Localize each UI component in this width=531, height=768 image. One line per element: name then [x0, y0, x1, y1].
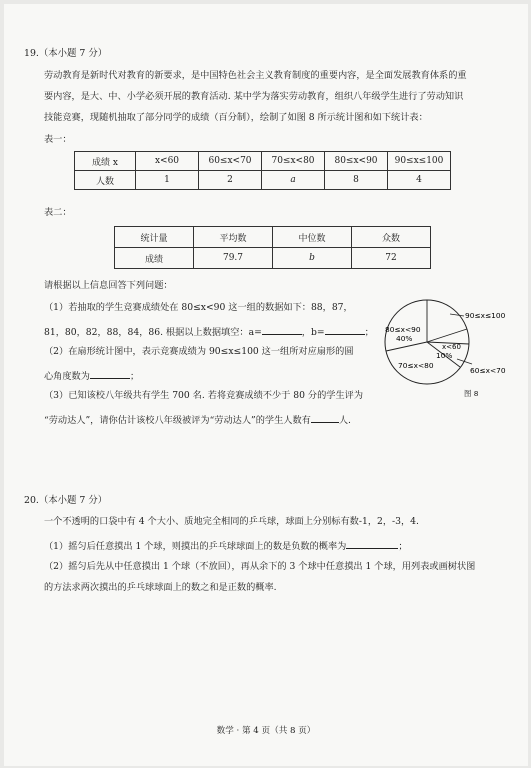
table-row — [75, 171, 451, 190]
q19-part1-line-2 — [44, 324, 374, 339]
q19-heading: 19.（本小题 7 分） — [24, 48, 108, 59]
part2-text: 心角度数为 — [44, 371, 90, 382]
score-frequency-table — [74, 151, 451, 190]
table1-row-header-count: 人数 — [75, 171, 136, 190]
label-90-100: 90≤x≤100 — [465, 311, 506, 320]
table1-row-header-score: 成绩 x — [75, 152, 136, 171]
answer-blank-a — [262, 324, 302, 335]
table2-header-4: 众数 — [352, 227, 431, 248]
table-row — [115, 227, 431, 248]
label-70-80: 70≤x<80 — [398, 361, 434, 370]
table-row — [115, 248, 431, 269]
table2-header-1: 统计量 — [115, 227, 194, 248]
part1-text-b: ，b= — [301, 327, 325, 338]
pie-divider — [386, 342, 427, 351]
table1-count-4: 8 — [325, 171, 388, 190]
table2-header-3: 中位数 — [273, 227, 352, 248]
q19-prompt: 请根据以上信息回答下列问题： — [44, 280, 173, 291]
part1-text-a: 81，80，82，88，84，86. 根据以上数据填空：a= — [44, 327, 262, 338]
table1-label: 表一： — [44, 134, 72, 145]
table1-count-1: 1 — [136, 171, 199, 190]
q20-part2-line-2: 的方法求两次摸出的乒乓球球面上的数之和是正数的概率. — [44, 582, 277, 593]
q19-intro-line-1: 劳动教育是新时代对教育的新要求，是中国特色社会主义教育制度的重要内容，是全面发展教育体系的重 — [44, 70, 467, 81]
label-10-percent: 10% — [436, 351, 453, 360]
q19-part3-line-2 — [44, 412, 351, 427]
q20-part1-end: ； — [398, 541, 408, 552]
label-80-90: 80≤x<90 — [385, 325, 421, 334]
table1-col-5: 90≤x≤100 — [388, 152, 451, 171]
table1-count-5: 4 — [388, 171, 451, 190]
table2-label: 表二： — [44, 207, 72, 218]
table-row — [75, 152, 451, 171]
q20-part2-line-1: （2）摇匀后先从中任意摸出 1 个球（不放回），再从余下的 3 个球中任意摸出 1 个球，用列表或画树状图 — [44, 561, 476, 572]
table2-header-2: 平均数 — [194, 227, 273, 248]
q20-line-1: 一个不透明的口袋中有 4 个大小、质地完全相同的乒乓球，球面上分别标有数-1，2，-3，4. — [44, 516, 419, 527]
figure-8-pie-chart — [380, 294, 510, 399]
table1-count-2: 2 — [199, 171, 262, 190]
statistics-table — [114, 226, 431, 269]
pie-divider — [427, 329, 467, 342]
q20-part1 — [44, 538, 408, 553]
q19-part2-line-1: （2）在扇形统计图中，表示竞赛成绩为 90≤x≤100 这一组所对应扇形的圆 — [44, 346, 354, 357]
q19-part2-line-2 — [44, 368, 139, 383]
q19-part1-line-1: （1）若抽取的学生竞赛成绩处在 80≤x<90 这一组的数据如下：88，87， — [44, 302, 353, 313]
answer-blank-angle — [90, 368, 130, 379]
q19-part3-line-1: （3）已知该校八年级共有学生 700 名. 若将竞赛成绩不少于 80 分的学生评为 — [44, 390, 364, 401]
label-leader — [457, 359, 472, 364]
table1-col-2: 60≤x<70 — [199, 152, 262, 171]
part3-text: “劳动达人”，请你估计该校八年级被评为“劳动达人”的学生人数有 — [44, 415, 311, 426]
table1-col-1: x<60 — [136, 152, 199, 171]
table2-cell-1: 成绩 — [115, 248, 194, 269]
answer-blank-probability — [346, 538, 398, 549]
label-60-70: 60≤x<70 — [470, 366, 506, 375]
table1-col-3: 70≤x<80 — [262, 152, 325, 171]
answer-blank-b — [325, 324, 365, 335]
figure-caption: 图 8 — [464, 389, 479, 398]
q20-heading: 20.（本小题 7 分） — [24, 495, 108, 506]
label-leader — [450, 314, 464, 316]
q19-intro-line-2: 要内容，是大、中、小学必须开展的教育活动. 某中学为落实劳动教育，组织八年级学生进行了劳动知识 — [44, 91, 464, 102]
part1-text-end: ； — [364, 327, 374, 338]
table2-cell-2: 79.7 — [194, 248, 273, 269]
part2-text-end: ； — [129, 371, 140, 382]
q20-part1-text: （1）摇匀后任意摸出 1 个球，则摸出的乒乓球球面上的数是负数的概率为 — [44, 541, 347, 552]
label-80-90-percent: 40% — [396, 334, 413, 343]
exam-page — [4, 4, 528, 766]
q19-intro-line-3: 技能竞赛，现随机抽取了部分同学的成绩（百分制），绘制了如图 8 所示统计图和如下统计表： — [44, 112, 428, 123]
answer-blank-count — [311, 412, 339, 423]
table1-count-3: a — [262, 171, 325, 190]
table2-cell-4: 72 — [352, 248, 431, 269]
table1-col-4: 80≤x<90 — [325, 152, 388, 171]
table2-cell-3: b — [273, 248, 352, 269]
label-under-60: x<60 — [442, 343, 461, 351]
page-footer: 数学 · 第 4 页（共 8 页） — [216, 726, 316, 736]
part3-text-end: 人. — [338, 415, 351, 426]
